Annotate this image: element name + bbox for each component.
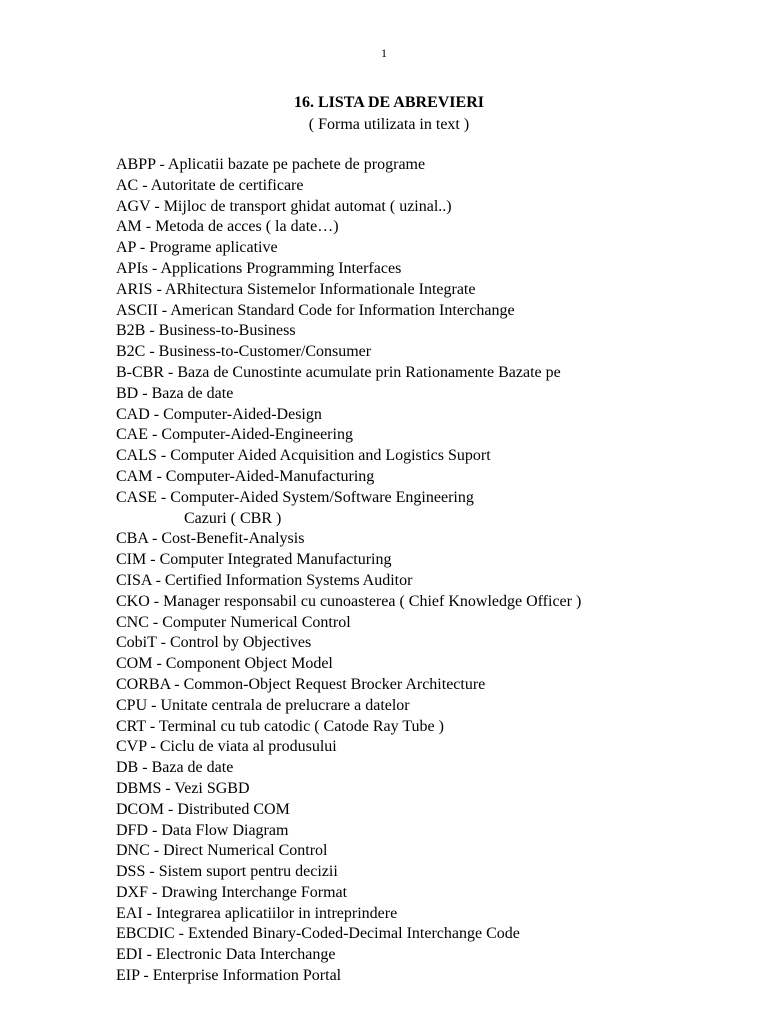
separator: -: [145, 322, 159, 340]
definition: Computer Aided Acquisition and Logistics Suport: [170, 447, 491, 465]
list-item: [116, 529, 756, 550]
definition: American Standard Code for Information Interchange: [170, 301, 515, 319]
page-title: 16. LISTA DE ABREVIERI: [294, 94, 484, 111]
list-item: [116, 259, 756, 280]
separator: -: [142, 946, 156, 964]
list-item: [116, 696, 756, 717]
separator: -: [141, 218, 156, 236]
list-item: [116, 592, 756, 613]
definition: Programe aplicative: [149, 239, 278, 257]
separator: -: [146, 551, 160, 569]
list-item: [116, 821, 756, 842]
definition: Computer Numerical Control: [162, 613, 351, 631]
separator: -: [145, 863, 159, 881]
list-item: [116, 425, 756, 446]
abbreviation: DXF: [116, 883, 149, 901]
definition: Baza de Cunostinte acumulate prin Rationamente Bazate pe: [177, 363, 561, 381]
list-item: [116, 238, 756, 259]
separator: -: [156, 488, 171, 506]
list-item-continuation: [116, 509, 756, 530]
definition: Cazuri ( CBR ): [184, 509, 282, 527]
separator: -: [164, 800, 178, 818]
list-item: [116, 966, 756, 987]
abbreviation: DCOM: [116, 800, 165, 818]
separator: -: [145, 717, 159, 735]
list-item: [116, 613, 756, 634]
separator: -: [157, 301, 171, 319]
list-item: [116, 654, 756, 675]
definition: Unitate centrala de prelucrare a datelor: [160, 696, 410, 714]
abbreviation: AM: [116, 218, 142, 236]
list-item: [116, 675, 756, 696]
definition: Direct Numerical Control: [163, 842, 328, 860]
abbreviation: CBA: [116, 530, 149, 548]
definition: Baza de date: [151, 759, 234, 777]
definition: Certified Information Systems Auditor: [164, 571, 413, 589]
list-item: [116, 363, 756, 384]
abbreviation: DFD: [116, 821, 149, 839]
list-item: [116, 405, 756, 426]
abbreviation: B2C: [116, 343, 146, 361]
definition: ARhitectura Sistemelor Informationale Integrate: [164, 280, 476, 298]
definition: Cost-Benefit-Analysis: [161, 530, 305, 548]
list-item: [116, 176, 756, 197]
separator: -: [155, 156, 168, 173]
abbreviation: DNC: [116, 842, 150, 860]
list-item: [116, 904, 756, 925]
separator: -: [149, 842, 164, 860]
abbreviation: ARIS: [116, 280, 153, 298]
definition: Ciclu de viata al produsului: [159, 738, 337, 756]
abbreviation: CASE: [116, 488, 157, 506]
separator: -: [147, 696, 161, 714]
list-item: [116, 883, 756, 904]
separator: -: [135, 239, 150, 257]
list-item: [116, 800, 756, 821]
list-item: [116, 197, 756, 218]
separator: -: [138, 759, 152, 777]
separator: -: [161, 779, 175, 797]
abbreviation: CobiT: [116, 634, 157, 652]
separator: -: [152, 280, 165, 298]
abbreviation: CVP: [116, 738, 147, 756]
separator: -: [142, 904, 156, 922]
separator: -: [149, 405, 164, 423]
abbreviation: ASCII: [116, 301, 158, 319]
definition: Control by Objectives: [169, 634, 312, 652]
abbreviation: AGV: [116, 197, 151, 215]
separator: -: [170, 675, 184, 693]
list-item: [116, 217, 756, 238]
definition: Computer Integrated Manufacturing: [159, 551, 392, 569]
definition: Distributed COM: [177, 800, 290, 818]
list-item: [116, 155, 756, 176]
abbreviation: DSS: [116, 863, 146, 881]
abbreviation: CRT: [116, 717, 146, 735]
abbreviation: CALS: [116, 447, 157, 465]
abbreviation: CISA: [116, 571, 152, 589]
abbreviation: CAD: [116, 405, 150, 423]
list-item: [116, 862, 756, 883]
separator: -: [139, 967, 153, 985]
list-item: [116, 342, 756, 363]
abbreviation: B2B: [116, 322, 146, 340]
list-item: [116, 384, 756, 405]
separator: -: [174, 925, 188, 943]
definition: Mijloc de transport ghidat automat ( uzinal..): [163, 197, 452, 215]
abbreviation: CKO: [116, 592, 150, 610]
separator: -: [152, 655, 166, 673]
separator: -: [148, 530, 162, 548]
separator: -: [156, 634, 170, 652]
definition: Terminal cu tub catodic ( Catode Ray Tube ): [158, 717, 444, 735]
list-item: [116, 571, 756, 592]
definition: Common-Object Request Brocker Architecture: [183, 675, 486, 693]
separator: -: [146, 738, 160, 756]
abbreviation: CNC: [116, 613, 149, 631]
list-item: [116, 550, 756, 571]
definition: Sistem suport pentru decizii: [158, 863, 338, 881]
definition: Electronic Data Interchange: [155, 946, 336, 964]
separator: -: [148, 821, 162, 839]
list-item: [116, 280, 756, 301]
definition: Data Flow Diagram: [161, 821, 289, 839]
abbreviation: B-CBR: [116, 363, 165, 381]
definition: Drawing Interchange Format: [161, 883, 348, 901]
list-item: [116, 717, 756, 738]
list-item: [116, 488, 756, 509]
separator: -: [145, 343, 159, 361]
definition: Applications Programming Interfaces: [160, 259, 402, 277]
definition: Autoritate de certificare: [150, 176, 304, 194]
definition: Extended Binary-Coded-Decimal Interchange Code: [188, 925, 520, 943]
separator: -: [148, 883, 162, 901]
abbreviation: COM: [116, 655, 153, 673]
page-number: 1: [381, 46, 387, 60]
definition: Computer-Aided-Engineering: [161, 426, 353, 444]
abbreviation: EBCDIC: [116, 925, 175, 943]
definition: Computer-Aided-Manufacturing: [165, 467, 375, 485]
abbreviation: DB: [116, 759, 139, 777]
definition: Manager responsabil cu cunoasterea ( Chief Knowledge Officer ): [163, 592, 582, 610]
list-item: [116, 841, 756, 862]
definition: Integrarea aplicatiilor in intreprindere: [155, 904, 398, 922]
list-item: [116, 301, 756, 322]
list-item: [116, 446, 756, 467]
definition: Aplicatii bazate pe pachete de programe: [167, 156, 426, 173]
definition: Baza de date: [151, 384, 234, 402]
list-item: [116, 758, 756, 779]
abbreviation: CORBA: [116, 675, 171, 693]
separator: -: [149, 592, 164, 610]
definition: Enterprise Information Portal: [152, 967, 342, 985]
list-item: [116, 321, 756, 342]
separator: -: [150, 197, 164, 215]
abbreviation: CAM: [116, 467, 153, 485]
definition: Business-to-Customer/Consumer: [158, 343, 372, 361]
abbreviation-list: [116, 155, 756, 987]
definition: Business-to-Business: [158, 322, 296, 340]
list-item: [116, 467, 756, 488]
separator: -: [151, 571, 165, 589]
list-item: [116, 924, 756, 945]
definition: Vezi SGBD: [174, 779, 250, 797]
separator: -: [152, 467, 166, 485]
separator: -: [156, 447, 171, 465]
definition: Component Object Model: [165, 655, 333, 673]
abbreviation: CIM: [116, 551, 147, 569]
page-subtitle: ( Forma utilizata in text ): [308, 116, 470, 133]
definition: Metoda de acces ( la date…): [155, 218, 339, 236]
abbreviation: CAE: [116, 426, 148, 444]
abbreviation: AC: [116, 176, 139, 194]
abbreviation: EIP: [116, 967, 140, 985]
separator: -: [148, 426, 162, 444]
abbreviation: ABPP: [116, 156, 156, 173]
abbreviation: EDI: [116, 946, 143, 964]
abbreviation: EAI: [116, 904, 143, 922]
list-item: [116, 633, 756, 654]
separator: -: [148, 613, 163, 631]
definition: Computer-Aided System/Software Engineering: [170, 488, 474, 506]
abbreviation: APIs: [116, 259, 149, 277]
definition: Computer-Aided-Design: [163, 405, 322, 423]
abbreviation: DBMS: [116, 779, 162, 797]
list-item: [116, 737, 756, 758]
list-item: [116, 779, 756, 800]
separator: -: [138, 176, 151, 194]
abbreviation: BD: [116, 384, 139, 402]
separator: -: [148, 259, 161, 277]
abbreviation: AP: [116, 239, 136, 257]
list-item: [116, 945, 756, 966]
separator: -: [164, 363, 178, 381]
abbreviation: CPU: [116, 696, 148, 714]
separator: -: [138, 384, 152, 402]
